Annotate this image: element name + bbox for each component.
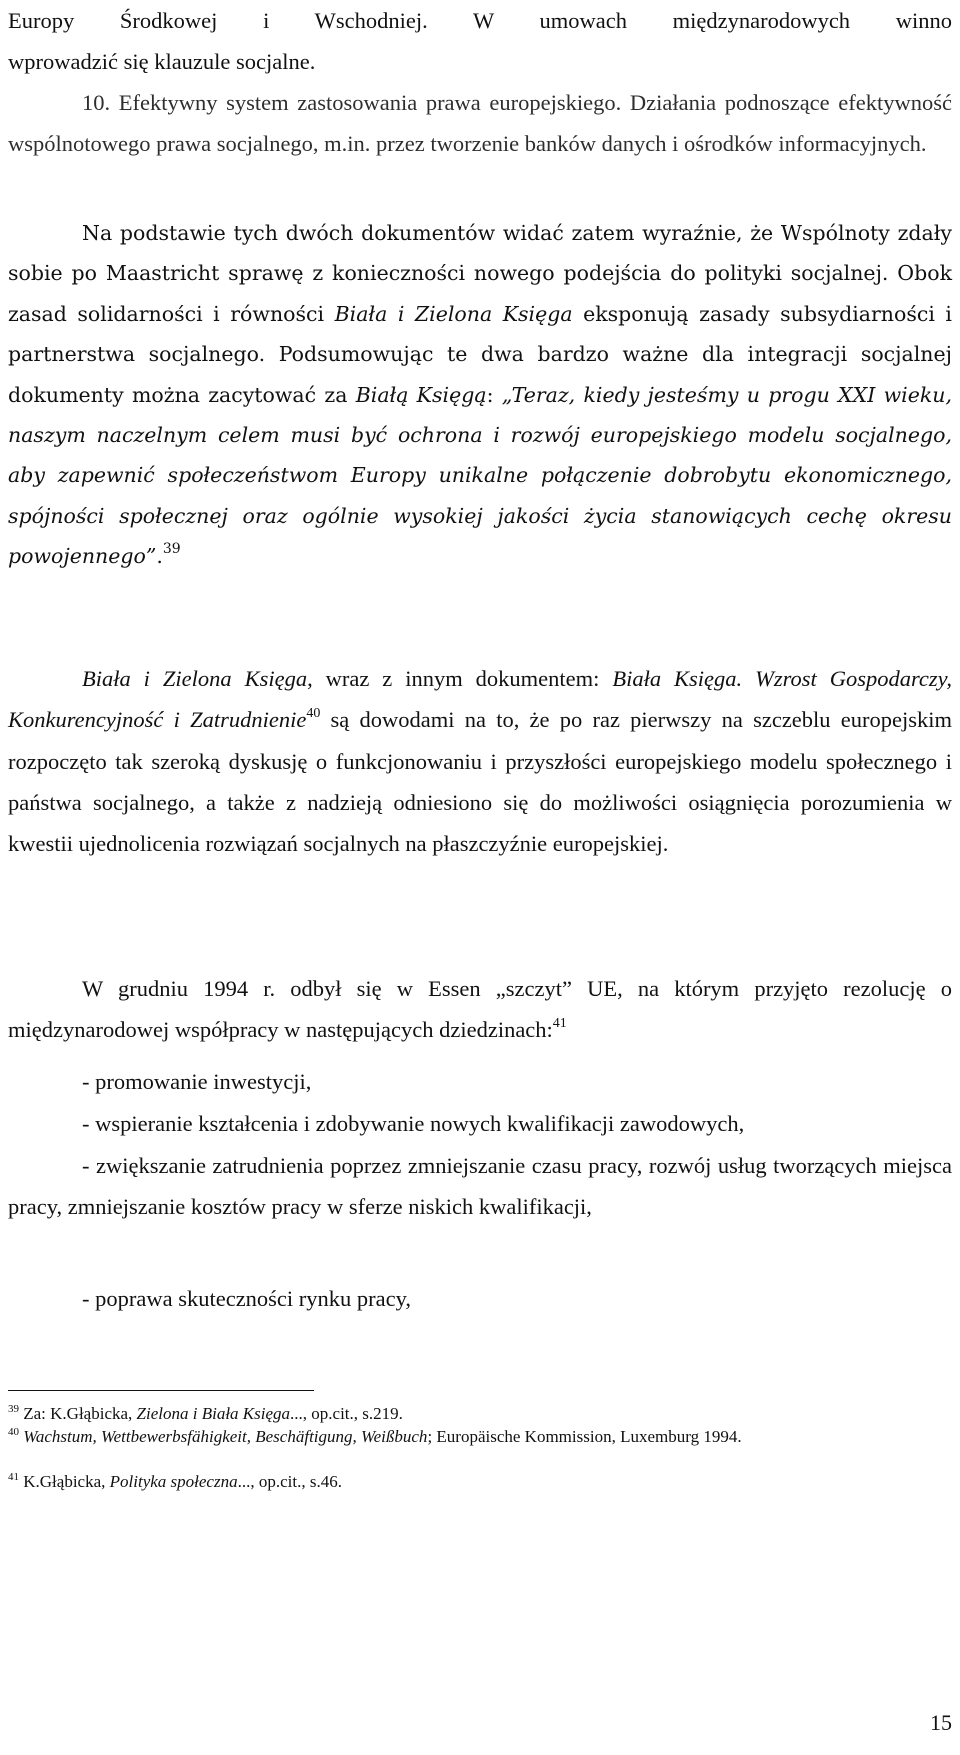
footnote-ref-39: 39 — [162, 541, 181, 558]
footnote-separator — [8, 1390, 314, 1391]
text-segment: ..., op.cit., s.219. — [290, 1404, 403, 1423]
text-segment: W grudniu 1994 r. odbył się w Essen „szczyt” UE, na którym przyjęto rezolucję o międzynarodowej współpracy w następujących dziedzinach: — [8, 976, 952, 1043]
italic-title-biala-zielona: Biała i Zielona Księga — [334, 301, 573, 326]
paragraph-point-10 — [8, 82, 952, 165]
footnote-40 — [8, 1426, 952, 1448]
paragraph-intro-line-2: wprowadzić się klauzule socjalne. — [8, 49, 316, 75]
text-segment: Za: K.Głąbicka, — [19, 1404, 137, 1423]
footnote-number: 41 — [8, 1471, 19, 1483]
paragraph-white-green-book — [8, 658, 952, 864]
italic-title-wzrost: Biała Księga. Wzrost Gospodarczy, Konkurencyjność i Zatrudnienie — [8, 666, 952, 733]
text-segment: . — [156, 544, 163, 569]
footnote-italic-title: Polityka społeczna — [109, 1472, 238, 1491]
text-segment: , wraz z innym dokumentem: — [307, 666, 613, 691]
paragraph-intro — [8, 0, 952, 83]
list-item: - promowanie inwestycji, — [82, 1069, 312, 1094]
list-item: - poprawa skuteczności rynku pracy, — [82, 1286, 412, 1311]
text-segment: ; Europäische Kommission, Luxemburg 1994. — [427, 1427, 742, 1446]
paragraph-essen-summit — [8, 968, 952, 1051]
text-segment: ..., op.cit., s.46. — [237, 1472, 342, 1491]
footnote-ref-40: 40 — [306, 706, 321, 722]
footnote-number: 40 — [8, 1426, 19, 1438]
footnote-italic-title: Wachstum, Wettbewerbsfähigkeit, Beschäftigung, Weißbuch — [19, 1427, 428, 1446]
text-segment: Na podstawie tych dwóch dokumentów widać zatem wyraźnie, że Wspólnoty zdały sobie po Maastricht sprawę z konieczności nowego podejścia do polityki socjalnej. Obok zasad solidarności i równości — [8, 221, 952, 326]
text-segment: są dowodami na to, że po raz pierwszy na szczeblu europejskim rozpoczęto tak szeroką dyskusję o funkcjonowaniu i przyszłości europejskiego modelu społecznego i państwa socjalnego, a także z nadzieją odniesiono się do możliwości osiągnięcia porozumienia w kwestii ujednolicenia rozwiązań socjalnych na płaszczyźnie europejskiej. — [8, 707, 952, 857]
list-item: - wspieranie kształcenia i zdobywanie nowych kwalifikacji zawodowych, — [82, 1111, 745, 1136]
footnote-41 — [8, 1471, 952, 1493]
paragraph-intro-line-1: Europy Środkowej i Wschodniej. W umowach międzynarodowych winno — [8, 8, 952, 33]
page-number: 15 — [930, 1710, 952, 1735]
text-segment: : — [486, 382, 502, 407]
footnote-italic-title: Zielona i Biała Księga — [136, 1404, 291, 1423]
italic-title-biala-ksiega: Białą Księgą — [355, 382, 487, 407]
paragraph-documents-summary — [8, 213, 952, 577]
footnote-39 — [8, 1403, 952, 1425]
text-segment: eksponują zasady subsydiarności i partnerstwa socjalnego. Podsumowując te dwa bardzo ważne dla integracji socjalnej dokumenty można zacytować za — [8, 301, 952, 407]
footnote-number: 39 — [8, 1403, 19, 1415]
text-segment: K.Głąbicka, — [19, 1472, 110, 1491]
italic-title-biala-zielona: Biała i Zielona Księga — [82, 666, 308, 691]
paragraph-point-10-text: 10. Efektywny system zastosowania prawa europejskiego. Działania podnoszące efektywność wspólnotowego prawa socjalnego, m.in. przez tworzenie banków danych i ośrodków informacyjnych. — [8, 90, 952, 157]
footnote-ref-41: 41 — [552, 1016, 567, 1032]
list-item: - zwiększanie zatrudnienia poprzez zmniejszanie czasu pracy, rozwój usług tworzących miejsca pracy, zmniejszanie kosztów pracy w sferze niskich kwalifikacji, — [8, 1153, 952, 1220]
italic-quotation: „Teraz, kiedy jesteśmy u progu XXI wieku, naszym naczelnym celem musi być ochrona i rozwój europejskiego modelu socjalnego, aby zapewnić społeczeństwom Europy unikalne połączenie dobrobytu ekonomicznego, spójności społecznej oraz ogólnie wysokiej jakości życia stanowiących cechę okresu powojennego” — [8, 382, 952, 569]
